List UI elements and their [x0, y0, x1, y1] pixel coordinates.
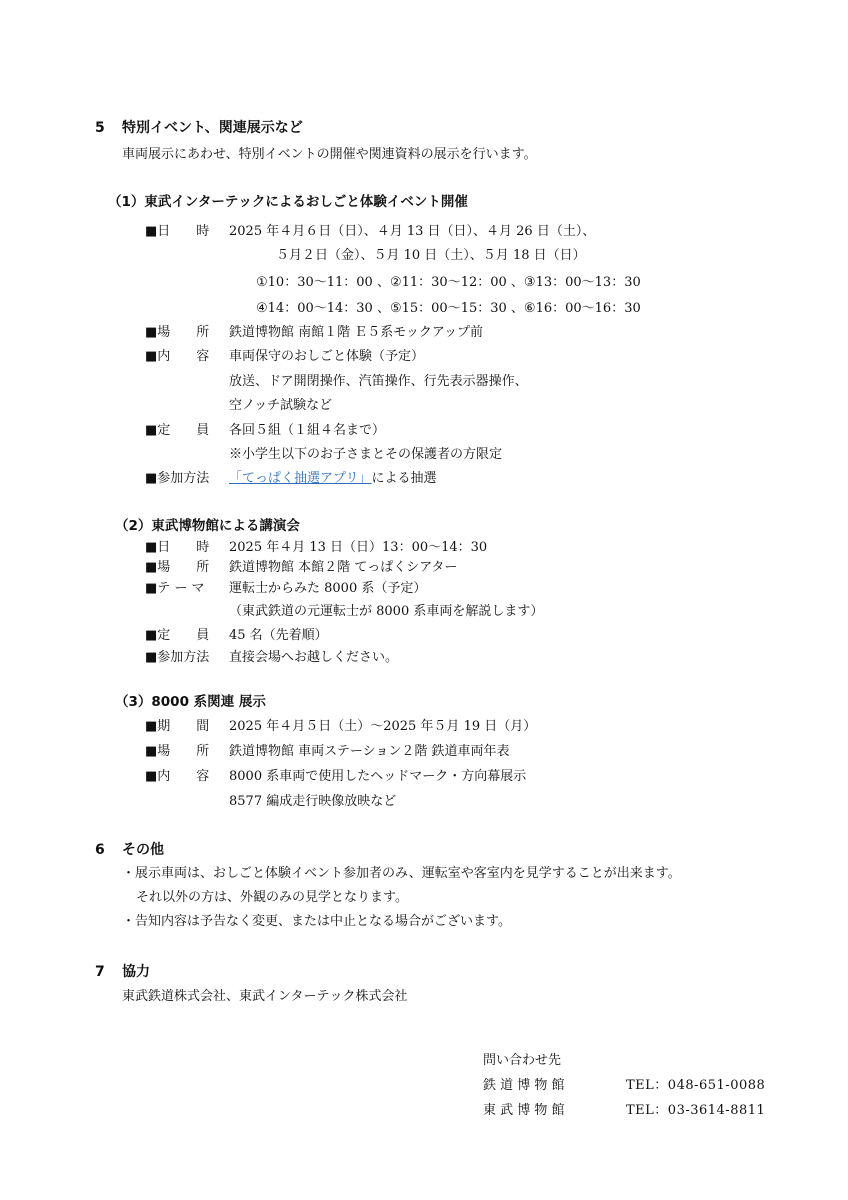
sub1-join-label: ■参加方法 — [145, 471, 210, 486]
section-7-title: 協力 — [122, 964, 150, 980]
sub2-place: 鉄道博物館 本館２階 てっぱくシアター — [229, 560, 458, 575]
sub2-theme-label: ■テ ー マ — [145, 581, 205, 596]
sub2-theme-line2: （東武鉄道の元運転士が 8000 系車両を解説します） — [229, 604, 544, 619]
sub1-content-line3: 空ノッチ試験など — [229, 398, 333, 413]
section-5-number: 5 — [95, 120, 105, 136]
sub3-period-row — [145, 717, 536, 737]
sub1-place-label: ■場 所 — [145, 325, 210, 340]
sub2-date: 2025 年４月 13 日（日）13：00～14：30 — [229, 540, 488, 555]
contact-org-railway-museum: 鉄 道 博 物 館 — [483, 1078, 565, 1093]
sub1-content-label: ■内 容 — [145, 349, 210, 364]
sub2-join: 直接会場へお越しください。 — [229, 650, 399, 665]
sub1-place: 鉄道博物館 南館１階 Ｅ５系モックアップ前 — [229, 325, 483, 340]
section-6-number: 6 — [95, 842, 105, 858]
tepaku-lottery-app-link[interactable]: 「てっぱく抽選アプリ」 — [229, 471, 372, 486]
sub1-date-line1: 2025 年４月６日（日）、４月 13 日（日）、４月 26 日（土）、 — [229, 224, 596, 239]
section-7-number: 7 — [95, 964, 105, 980]
sub3-title: （3）8000 系関連 展示 — [115, 694, 266, 710]
sub1-content-line1: 車両保守のおしごと体験（予定） — [229, 349, 425, 364]
sub1-capacity-row — [145, 421, 385, 441]
sub3-content-label: ■内 容 — [145, 769, 210, 784]
sub2-theme-row — [145, 579, 426, 599]
sub1-content-line2: 放送、ドア開閉操作、汽笛操作、行先表示器操作、 — [229, 374, 528, 389]
contact-org-tobu-museum: 東 武 博 物 館 — [483, 1103, 565, 1118]
contact-tel-railway-museum: TEL：048-651-0088 — [626, 1078, 766, 1093]
section-7-body: 東武鉄道株式会社、東武インターテック株式会社 — [122, 989, 408, 1004]
sub3-content-line1: 8000 系車両で使用したヘッドマーク・方向幕展示 — [229, 769, 527, 784]
sub2-join-label: ■参加方法 — [145, 650, 210, 665]
sub2-capacity-label: ■定 員 — [145, 628, 210, 643]
sub2-date-label: ■日 時 — [145, 540, 210, 555]
sub1-content-row — [145, 347, 424, 367]
sub3-content-line2: 8577 編成走行映像放映など — [229, 794, 397, 809]
section-5-intro: 車両展示にあわせ、特別イベントの開催や関連資料の展示を行います。 — [122, 147, 537, 162]
section-6-title: その他 — [122, 842, 164, 858]
sub1-capacity-line1: 各回５組（１組４名まで） — [229, 423, 386, 438]
sub1-time-line2: ④14：00～14：30 、⑤15：00～15：30 、⑥16：00～16：30 — [256, 301, 641, 316]
sub3-place-label: ■場 所 — [145, 744, 210, 759]
sub1-capacity-label: ■定 員 — [145, 423, 210, 438]
sub2-date-row — [145, 538, 487, 558]
section-5-title: 特別イベント、関連展示など — [122, 120, 303, 136]
sub1-join-row — [145, 469, 437, 489]
sub2-capacity-row — [145, 626, 328, 646]
sub1-date-row — [145, 222, 595, 242]
sub3-period-label: ■期 間 — [145, 719, 210, 734]
sub3-content-row — [145, 767, 526, 787]
sub2-place-row — [145, 558, 457, 578]
section-6-line1: ・展示車両は、おしごと体験イベント参加者のみ、運転室や客室内を見学することが出来ます。 — [122, 866, 681, 881]
sub1-capacity-line2: ※小学生以下のお子さまとその保護者の方限定 — [229, 447, 503, 462]
sub1-place-row — [145, 323, 483, 343]
sub3-period: 2025 年４月５日（土）～2025 年５月 19 日（月） — [229, 719, 537, 734]
sub2-capacity: 45 名（先着順） — [229, 628, 328, 643]
sub1-join-suffix: による抽選 — [371, 471, 437, 486]
section-6-line3: ・告知内容は予告なく変更、または中止となる場合がございます。 — [122, 914, 511, 929]
sub1-date-label: ■日 時 — [145, 224, 210, 239]
sub2-join-row — [145, 648, 398, 668]
contact-heading: 問い合わせ先 — [483, 1053, 562, 1068]
sub2-title: （2）東武博物館による講演会 — [115, 518, 300, 534]
contact-tel-tobu-museum: TEL：03-3614-8811 — [626, 1103, 766, 1118]
section-6-line2: それ以外の方は、外観のみの見学となります。 — [136, 890, 408, 905]
sub3-place-row — [145, 742, 510, 762]
sub1-date-line2: ５月２日（金）、５月 10 日（土）、５月 18 日（日） — [276, 248, 586, 263]
sub3-place: 鉄道博物館 車両ステーション２階 鉄道車両年表 — [229, 744, 510, 759]
sub1-title: （1）東武インターテックによるおしごと体験イベント開催 — [108, 194, 468, 210]
sub2-place-label: ■場 所 — [145, 560, 210, 575]
sub2-theme-line1: 運転士からみた 8000 系（予定） — [229, 581, 427, 596]
sub1-time-line1: ①10：30～11：00 、②11：30～12：00 、③13：00～13：30 — [256, 275, 641, 290]
